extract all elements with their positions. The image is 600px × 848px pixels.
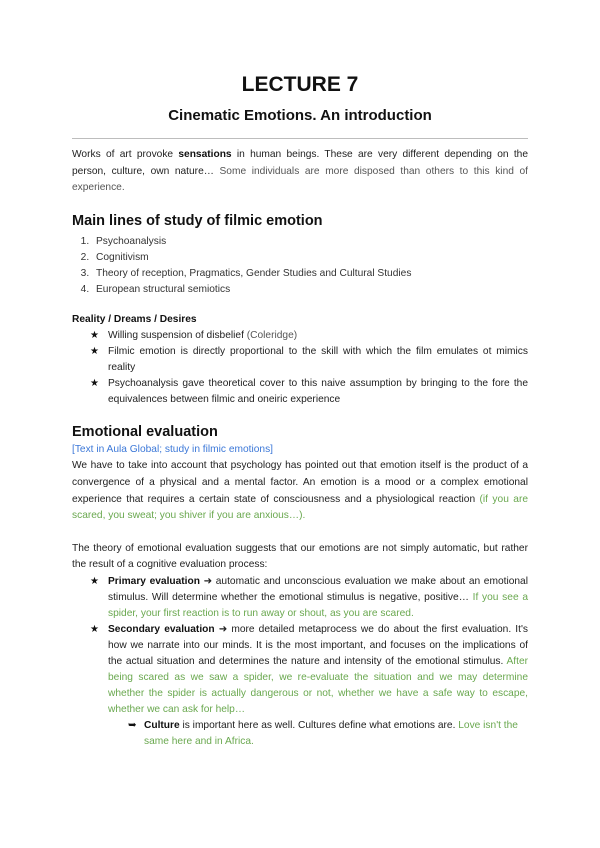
reality-heading: Reality / Dreams / Desires xyxy=(72,313,197,325)
arrow-icon: ➜ xyxy=(214,623,232,635)
reality-item-1-light: (Coleridge) xyxy=(246,329,298,341)
culture-label: Culture xyxy=(144,719,180,731)
star-icon: ★ xyxy=(90,377,99,389)
list-item xyxy=(72,574,528,622)
star-icon: ★ xyxy=(90,345,99,357)
list-item xyxy=(72,376,528,408)
list-item: 2. Cognitivism xyxy=(92,250,528,266)
list-item xyxy=(72,344,528,376)
list-item xyxy=(72,622,528,718)
evaluation-paragraph-2: The theory of emotional evaluation suggests that our emotions are not simply automatic, but rather the result of a cognitive evaluation process: xyxy=(72,542,528,571)
intro-paragraph xyxy=(72,147,528,197)
evaluation-list xyxy=(72,574,528,718)
list-item: 3. Theory of reception, Pragmatics, Gender Studies and Cultural Studies xyxy=(92,266,528,282)
culture-list xyxy=(72,718,528,750)
title-divider xyxy=(72,138,528,139)
curved-arrow-icon: ➥ xyxy=(128,719,137,731)
intro-light: Some individuals are more disposed than others to this kind of experience. xyxy=(72,165,528,194)
star-icon: ★ xyxy=(90,623,99,635)
intro-text-2: in human beings. These are very different depending on the person, culture, own nature… xyxy=(72,149,528,177)
list-item: 1. Psychoanalysis xyxy=(92,234,528,250)
primary-example: If you see a spider, your first reaction is to run away or shout, as you are scared. xyxy=(108,591,529,619)
culture-text: is important here as well. Cultures define what emotions are. xyxy=(179,719,459,731)
evaluation-p1-text: We have to take into account that psychology has pointed out that emotion itself is the product of a convergence of a physical and a mental factor. An emotion is a mood or a complex emotional experience that requires a certain state of consciousness and a physiological reaction xyxy=(72,460,528,505)
reality-item-1: Willing suspension of disbelief xyxy=(108,329,247,341)
evaluation-heading: Emotional evaluation xyxy=(72,423,218,440)
list-item: 4. European structural semiotics xyxy=(92,282,528,298)
reality-item-3: Psychoanalysis gave theoretical cover to this naive assumption by bringing to the fore the equivalences between filmic and oneiric experience xyxy=(108,377,528,405)
list-item xyxy=(72,718,528,750)
study-list xyxy=(72,234,528,298)
reality-item-2: Filmic emotion is directly proportional to the skill with which the film emulates ot mimics reality xyxy=(108,345,528,373)
culture-example: Love isn't the same here and in Africa. xyxy=(144,719,518,747)
evaluation-paragraph-1 xyxy=(72,458,528,524)
arrow-icon: ➜ xyxy=(199,575,216,587)
primary-text: automatic and unconscious evaluation we make about an emotional stimulus. Will determine whether the emotional stimulus is negative, positive… xyxy=(108,575,528,603)
study-heading: Main lines of study of filmic emotion xyxy=(72,212,323,229)
intro-bold: sensations xyxy=(178,149,232,160)
evaluation-note: [Text in Aula Global; study in filmic emotions] xyxy=(72,443,274,455)
secondary-example: After being scared as we saw a spider, we re-evaluate the situation and we may determine whether the spider is actually dangerous or not, whether we have a safe way to escape, whether we can ask for help… xyxy=(108,655,528,715)
reality-list xyxy=(72,328,528,408)
star-icon: ★ xyxy=(90,329,99,341)
secondary-text: more detailed metaprocess we do about the first evaluation. It's how we narrate into our minds. It is the most important, and focuses on the implications of the actual situation and determines the nature and intensity of the emotional stimulus. xyxy=(108,623,528,667)
document-content xyxy=(72,72,528,750)
intro-text-1: Works of art provoke xyxy=(72,149,179,160)
list-item xyxy=(72,328,528,344)
page-subtitle: Cinematic Emotions. An introduction xyxy=(168,107,432,124)
primary-label: Primary evaluation xyxy=(108,575,200,587)
star-icon: ★ xyxy=(90,575,99,587)
secondary-label: Secondary evaluation xyxy=(108,623,215,635)
evaluation-p1-example: (if you are scared, you sweat; you shiver if you are anxious…). xyxy=(72,493,529,522)
page-title: LECTURE 7 xyxy=(241,73,359,96)
